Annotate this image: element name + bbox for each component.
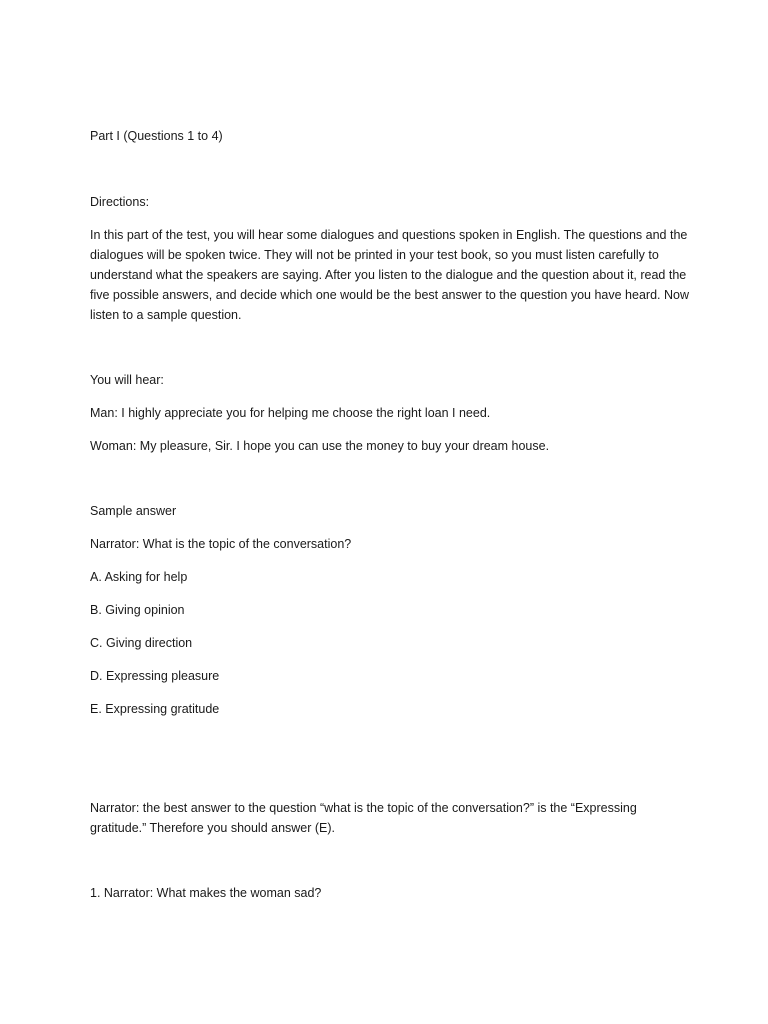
part-heading: Part I (Questions 1 to 4): [90, 129, 223, 143]
dialogue-man: Man: I highly appreciate you for helping me choose the right loan I need.: [90, 406, 491, 420]
you-will-hear-label: You will hear:: [90, 373, 164, 387]
question-1: 1. Narrator: What makes the woman sad?: [90, 886, 322, 900]
directions-label: Directions:: [90, 195, 150, 209]
option-a: A. Asking for help: [90, 570, 188, 584]
option-c: C. Giving direction: [90, 636, 193, 650]
option-d: D. Expressing pleasure: [90, 669, 220, 683]
directions-paragraph: In this part of the test, you will hear some dialogues and questions spoken in English. The questions and the dialogues will be spoken twice. They will not be printed in your test book, so you must listen carefully to understand what the speakers are saying. After you listen to the dialogue and the question about it, read the five possible answers, and decide which one would be the best answer to the question you have heard. Now listen to a sample question.: [90, 228, 689, 322]
option-b: B. Giving opinion: [90, 603, 185, 617]
narrator-explanation: Narrator: the best answer to the question “what is the topic of the conversation?” is the “Expressing gratitude.” Therefore you should answer (E).: [90, 801, 637, 835]
sample-answer-label: Sample answer: [90, 504, 177, 518]
narrator-question: Narrator: What is the topic of the conversation?: [90, 537, 352, 551]
option-e: E. Expressing gratitude: [90, 702, 220, 716]
dialogue-woman: Woman: My pleasure, Sir. I hope you can use the money to buy your dream house.: [90, 439, 550, 453]
